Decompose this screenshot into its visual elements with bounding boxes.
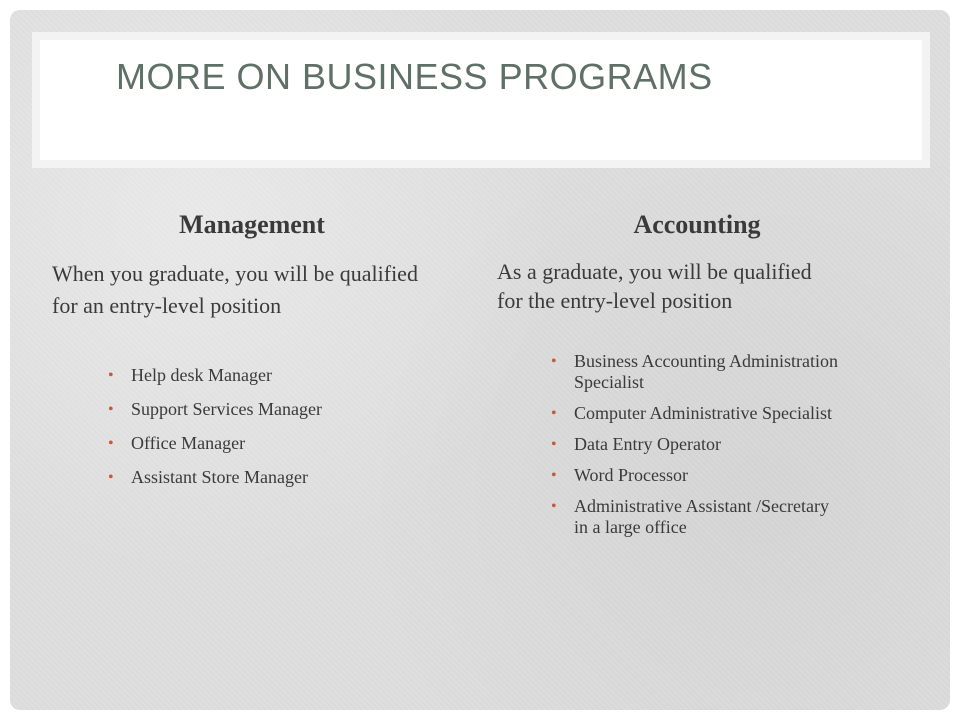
- position-label: Help desk Manager: [131, 365, 272, 385]
- list-item: [551, 434, 841, 455]
- bullet-icon: •: [108, 435, 114, 452]
- list-item: [108, 433, 438, 454]
- bullet-icon: •: [551, 436, 557, 453]
- position-label: Office Manager: [131, 433, 246, 453]
- position-label: Computer Administrative Specialist: [574, 403, 832, 423]
- accounting-column: [497, 210, 897, 548]
- position-label: Business Accounting Administration Specialist: [574, 351, 838, 392]
- bullet-icon: •: [551, 467, 557, 484]
- bullet-icon: •: [108, 469, 114, 486]
- bullet-icon: •: [551, 353, 557, 370]
- position-label: Word Processor: [574, 465, 689, 485]
- position-label: Assistant Store Manager: [131, 467, 308, 487]
- bullet-icon: •: [551, 405, 557, 422]
- position-label: Data Entry Operator: [574, 434, 721, 454]
- list-item: [108, 365, 438, 386]
- position-label: Support Services Manager: [131, 399, 322, 419]
- list-item: [108, 399, 438, 420]
- bullet-icon: •: [108, 367, 114, 384]
- list-item: [551, 403, 841, 424]
- bullet-icon: •: [551, 498, 557, 515]
- accounting-heading: Accounting: [633, 210, 761, 239]
- management-intro: When you graduate, you will be qualified for an entry-level position: [52, 261, 418, 318]
- management-position-list: [108, 365, 438, 488]
- accounting-intro: As a graduate, you will be qualified for the entry-level position: [497, 259, 812, 313]
- title-band: [32, 32, 930, 168]
- list-item: [108, 467, 438, 488]
- accounting-position-list: [551, 351, 841, 538]
- list-item: [551, 465, 841, 486]
- position-label: Administrative Assistant /Secretary in a large office: [574, 496, 829, 537]
- list-item: [551, 496, 841, 538]
- slide: [10, 10, 950, 710]
- slide-title: MORE ON BUSINESS PROGRAMS: [116, 56, 713, 97]
- management-heading: Management: [179, 210, 325, 239]
- bullet-icon: •: [108, 401, 114, 418]
- list-item: [551, 351, 841, 393]
- management-column: [52, 210, 452, 501]
